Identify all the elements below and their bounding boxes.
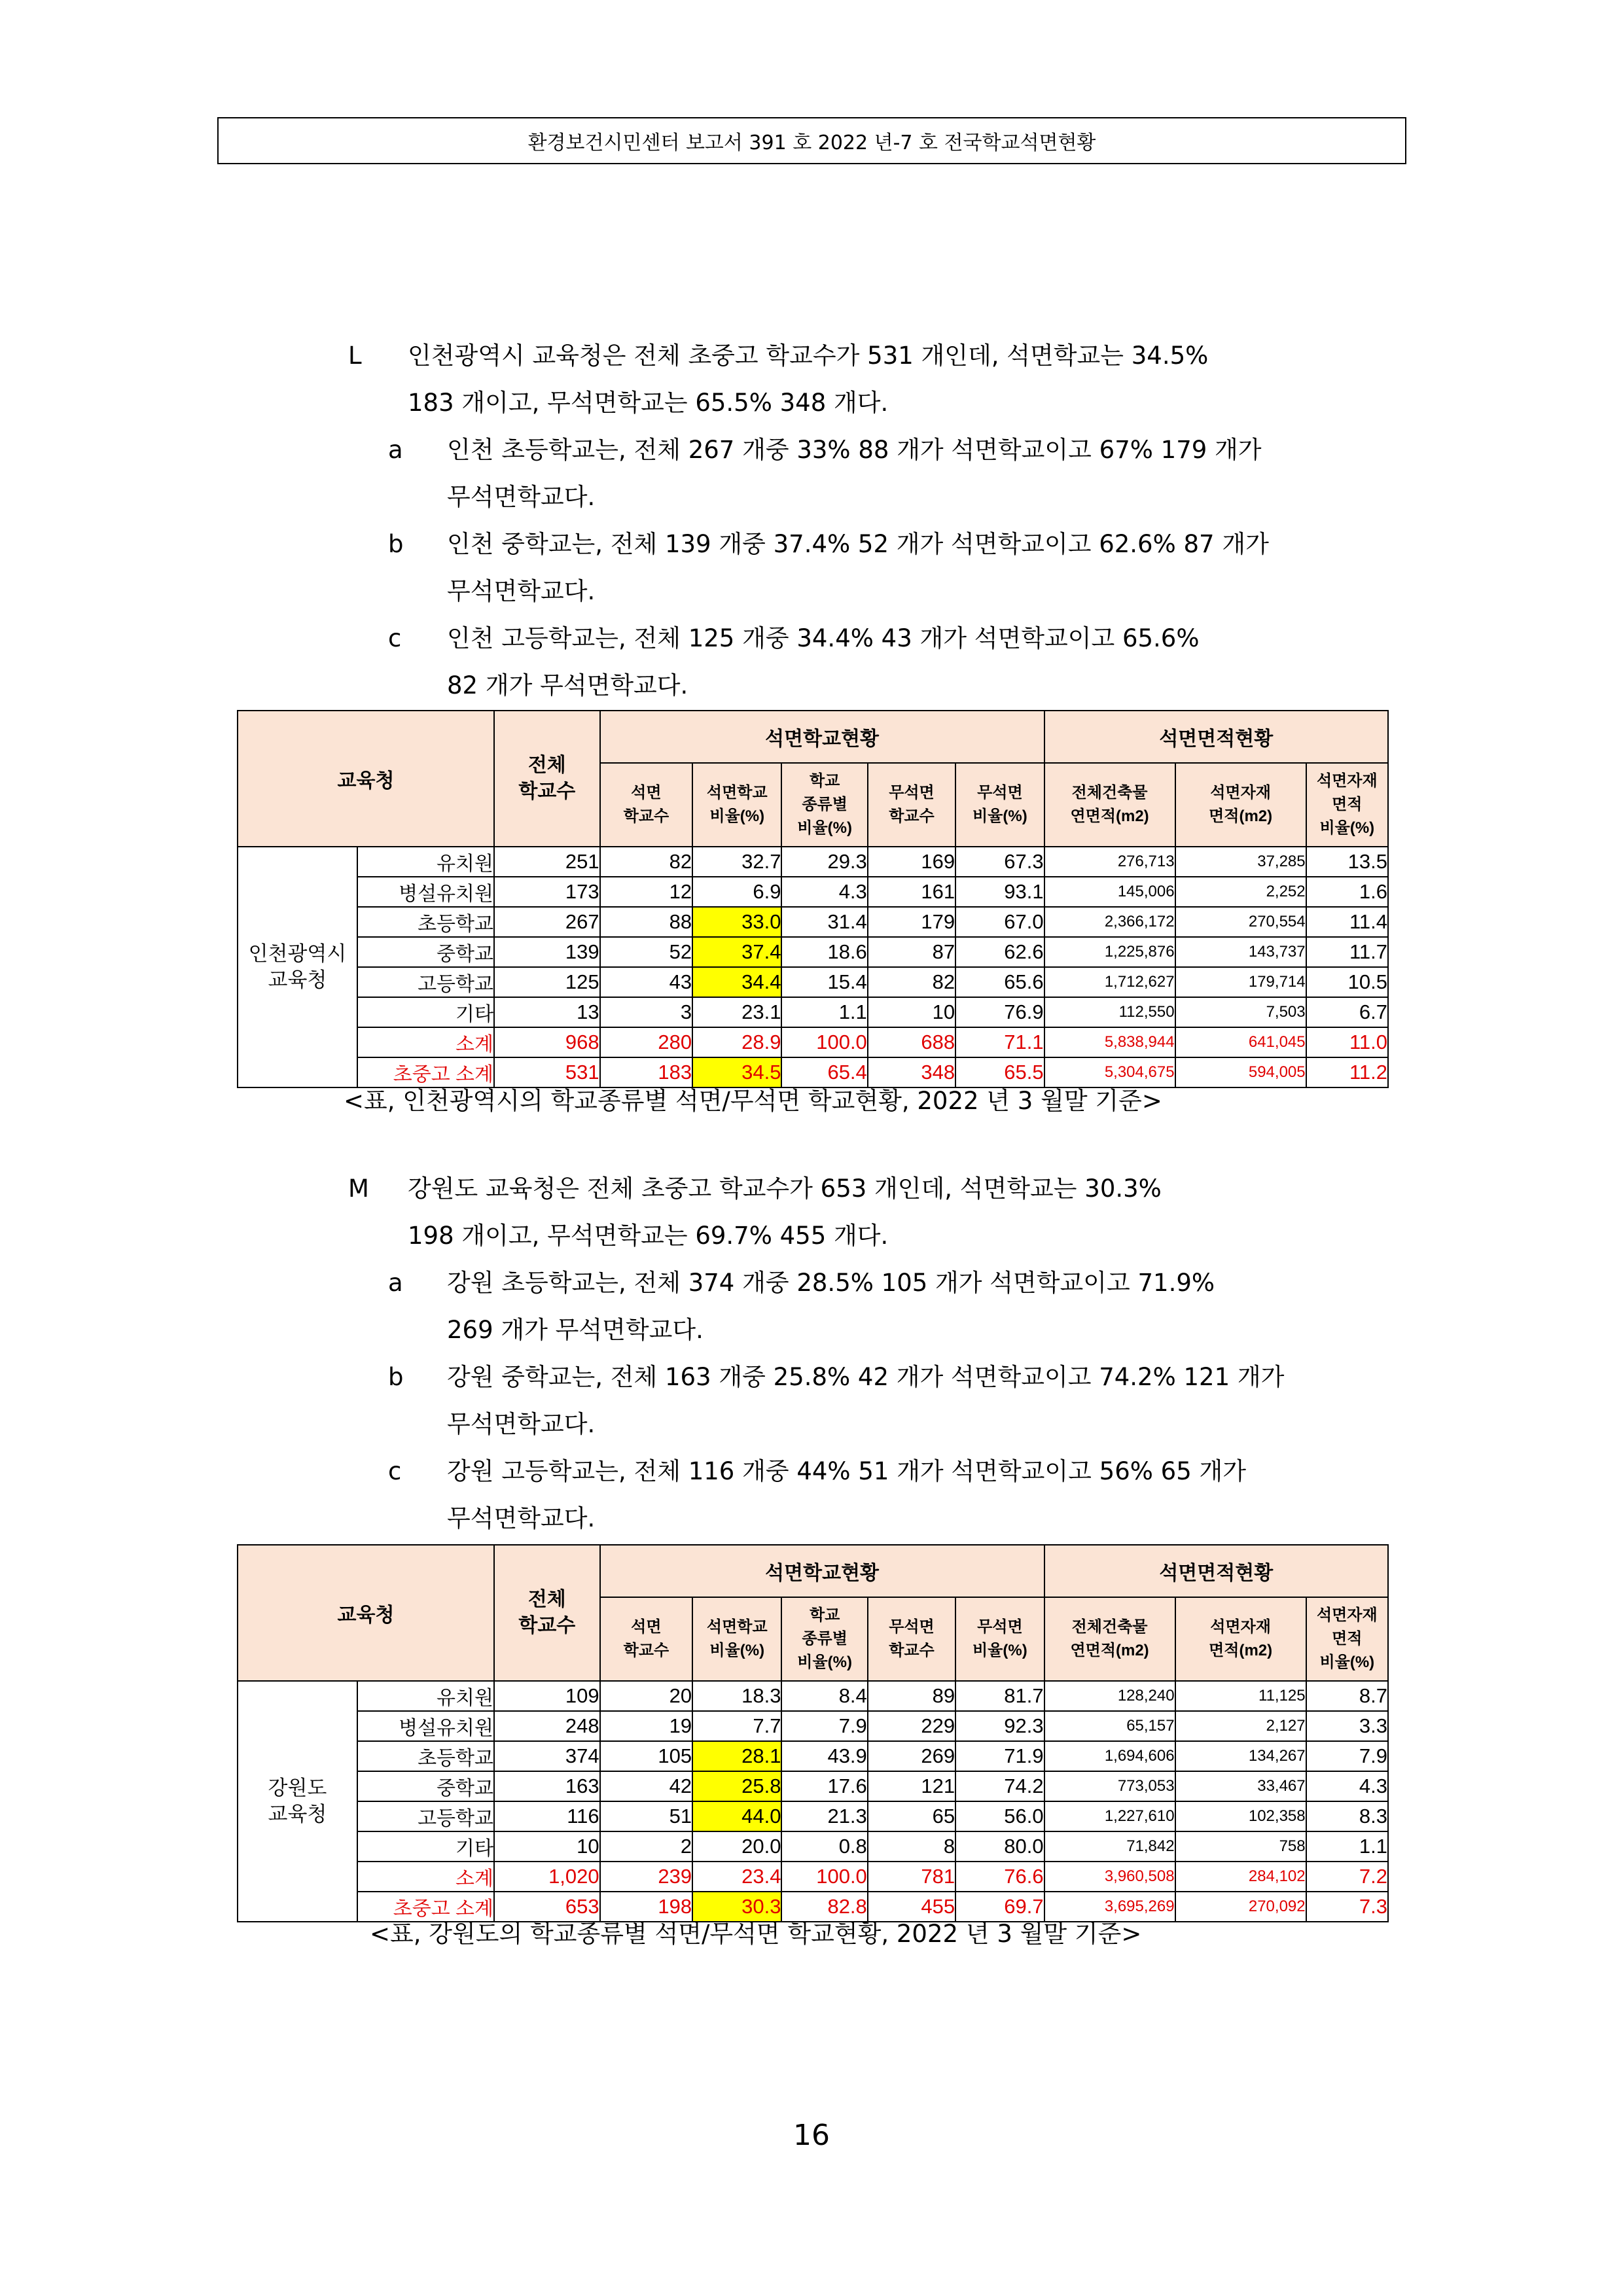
nonasb-count-cell: 179 <box>868 907 955 937</box>
asb-ratio-cell: 6.9 <box>692 877 781 907</box>
type-ratio-cell: 0.8 <box>781 1831 867 1862</box>
category-cell: 기타 <box>357 997 494 1027</box>
category-cell: 고등학교 <box>357 1801 494 1831</box>
nonasb-count-cell: 169 <box>868 847 955 877</box>
asb-area-ratio-cell: 1.1 <box>1306 1831 1388 1862</box>
section-m-item-c-line2: 무석면학교다. <box>447 1504 596 1532</box>
header-type-ratio: 학교 종류별 비율(%) <box>781 763 867 847</box>
type-ratio-cell: 17.6 <box>781 1771 867 1801</box>
asb-ratio-cell: 20.0 <box>692 1831 781 1862</box>
nonasb-count-cell: 688 <box>868 1027 955 1057</box>
category-cell: 초중고 소계 <box>357 1057 494 1087</box>
section-m-item-a-line2: 269 개가 무석면학교다. <box>447 1316 704 1344</box>
floor-area-cell: 773,053 <box>1044 1771 1175 1801</box>
nonasb-ratio-cell: 93.1 <box>955 877 1044 907</box>
asb-ratio-cell-highlight: 34.4 <box>692 967 781 997</box>
total-cell: 139 <box>494 937 600 967</box>
asb-area-cell: 102,358 <box>1175 1801 1306 1831</box>
header-office: 교육청 <box>238 711 494 847</box>
category-cell: 초중고 소계 <box>357 1892 494 1922</box>
page-number: 16 <box>793 2119 830 2152</box>
table-row <box>238 1831 1388 1862</box>
table-row <box>238 847 1388 877</box>
section-l-line2: 183 개이고, 무석면학교는 65.5% 348 개다. <box>408 389 889 417</box>
header-asb-area-ratio: 석면자재 면적 비율(%) <box>1306 763 1388 847</box>
total-cell: 163 <box>494 1771 600 1801</box>
table-row <box>238 1681 1388 1711</box>
floor-area-cell: 276,713 <box>1044 847 1175 877</box>
nonasb-count-cell: 348 <box>868 1057 955 1087</box>
section-l-item-b-line2: 무석면학교다. <box>447 577 596 605</box>
type-ratio-cell: 21.3 <box>781 1801 867 1831</box>
type-ratio-cell: 43.9 <box>781 1741 867 1771</box>
nonasb-count-cell: 121 <box>868 1771 955 1801</box>
header-nonasb-ratio: 무석면 비율(%) <box>955 763 1044 847</box>
header-asb-area: 석면자재 면적(m2) <box>1175 763 1306 847</box>
total-cell: 10 <box>494 1831 600 1862</box>
asb-area-ratio-cell: 6.7 <box>1306 997 1388 1027</box>
asb-area-cell: 179,714 <box>1175 967 1306 997</box>
asb-count-cell: 198 <box>600 1892 692 1922</box>
asb-count-cell: 12 <box>600 877 692 907</box>
asb-area-ratio-cell: 7.3 <box>1306 1892 1388 1922</box>
header-group-area: 석면면적현황 <box>1044 1545 1388 1597</box>
nonasb-ratio-cell: 71.9 <box>955 1741 1044 1771</box>
nonasb-ratio-cell: 67.0 <box>955 907 1044 937</box>
asb-area-cell: 284,102 <box>1175 1862 1306 1892</box>
asb-count-cell: 52 <box>600 937 692 967</box>
section-l-item-c-line2: 82 개가 무석면학교다. <box>447 671 688 699</box>
floor-area-cell: 1,225,876 <box>1044 937 1175 967</box>
section-l-item-a-line2: 무석면학교다. <box>447 483 596 511</box>
asb-area-cell: 758 <box>1175 1831 1306 1862</box>
asb-area-cell: 134,267 <box>1175 1741 1306 1771</box>
asb-count-cell: 239 <box>600 1862 692 1892</box>
asb-count-cell: 183 <box>600 1057 692 1087</box>
header-total: 전체 학교수 <box>494 1545 600 1681</box>
asb-count-cell: 280 <box>600 1027 692 1057</box>
asb-area-cell: 11,125 <box>1175 1681 1306 1711</box>
nonasb-count-cell: 269 <box>868 1741 955 1771</box>
floor-area-cell: 1,712,627 <box>1044 967 1175 997</box>
nonasb-ratio-cell: 76.9 <box>955 997 1044 1027</box>
floor-area-cell: 128,240 <box>1044 1681 1175 1711</box>
nonasb-count-cell: 229 <box>868 1711 955 1741</box>
asb-count-cell: 51 <box>600 1801 692 1831</box>
region-label: 강원도 교육청 <box>238 1681 357 1922</box>
nonasb-ratio-cell: 69.7 <box>955 1892 1044 1922</box>
floor-area-cell: 145,006 <box>1044 877 1175 907</box>
header-asb-count: 석면 학교수 <box>600 1597 692 1681</box>
header-office: 교육청 <box>238 1545 494 1681</box>
floor-area-cell: 112,550 <box>1044 997 1175 1027</box>
asb-area-cell: 270,554 <box>1175 907 1306 937</box>
nonasb-count-cell: 161 <box>868 877 955 907</box>
asb-area-ratio-cell: 3.3 <box>1306 1711 1388 1741</box>
section-m-item-c-marker: c <box>388 1457 402 1485</box>
header-asb-area-ratio: 석면자재 면적 비율(%) <box>1306 1597 1388 1681</box>
asb-area-cell: 143,737 <box>1175 937 1306 967</box>
asb-ratio-cell: 32.7 <box>692 847 781 877</box>
floor-area-cell: 3,960,508 <box>1044 1862 1175 1892</box>
category-cell: 병설유치원 <box>357 1711 494 1741</box>
asb-area-ratio-cell: 1.6 <box>1306 877 1388 907</box>
asb-area-cell: 37,285 <box>1175 847 1306 877</box>
asb-area-ratio-cell: 10.5 <box>1306 967 1388 997</box>
total-cell: 1,020 <box>494 1862 600 1892</box>
total-cell: 653 <box>494 1892 600 1922</box>
table-row-subtotal <box>238 1027 1388 1057</box>
nonasb-ratio-cell: 76.6 <box>955 1862 1044 1892</box>
type-ratio-cell: 100.0 <box>781 1862 867 1892</box>
asb-count-cell: 88 <box>600 907 692 937</box>
section-m-line2: 198 개이고, 무석면학교는 69.7% 455 개다. <box>408 1222 889 1250</box>
asb-ratio-cell: 28.9 <box>692 1027 781 1057</box>
asb-ratio-cell-highlight: 33.0 <box>692 907 781 937</box>
header-asb-ratio: 석면학교 비율(%) <box>692 1597 781 1681</box>
asb-count-cell: 3 <box>600 997 692 1027</box>
asb-area-ratio-cell: 8.7 <box>1306 1681 1388 1711</box>
total-cell: 173 <box>494 877 600 907</box>
table-row <box>238 907 1388 937</box>
nonasb-ratio-cell: 71.1 <box>955 1027 1044 1057</box>
nonasb-ratio-cell: 80.0 <box>955 1831 1044 1862</box>
category-cell: 초등학교 <box>357 907 494 937</box>
type-ratio-cell: 1.1 <box>781 997 867 1027</box>
asb-area-cell: 2,252 <box>1175 877 1306 907</box>
asb-area-ratio-cell: 8.3 <box>1306 1801 1388 1831</box>
category-cell: 중학교 <box>357 1771 494 1801</box>
type-ratio-cell: 15.4 <box>781 967 867 997</box>
category-cell: 고등학교 <box>357 967 494 997</box>
section-l-item-b-marker: b <box>388 530 404 558</box>
asb-ratio-cell: 23.1 <box>692 997 781 1027</box>
nonasb-count-cell: 455 <box>868 1892 955 1922</box>
nonasb-ratio-cell: 56.0 <box>955 1801 1044 1831</box>
type-ratio-cell: 29.3 <box>781 847 867 877</box>
total-cell: 374 <box>494 1741 600 1771</box>
section-m-item-b-line1: 강원 중학교는, 전체 163 개중 25.8% 42 개가 석면학교이고 74.2% 121 개가 <box>447 1363 1285 1391</box>
table-row <box>238 1711 1388 1741</box>
asb-area-ratio-cell: 11.0 <box>1306 1027 1388 1057</box>
floor-area-cell: 65,157 <box>1044 1711 1175 1741</box>
asb-area-ratio-cell: 11.2 <box>1306 1057 1388 1087</box>
asb-area-cell: 33,467 <box>1175 1771 1306 1801</box>
asb-area-cell: 7,503 <box>1175 997 1306 1027</box>
floor-area-cell: 1,694,606 <box>1044 1741 1175 1771</box>
floor-area-cell: 1,227,610 <box>1044 1801 1175 1831</box>
floor-area-cell: 5,838,944 <box>1044 1027 1175 1057</box>
asb-ratio-cell: 18.3 <box>692 1681 781 1711</box>
asb-area-ratio-cell: 7.2 <box>1306 1862 1388 1892</box>
asb-count-cell: 20 <box>600 1681 692 1711</box>
section-l-item-b-line1: 인천 중학교는, 전체 139 개중 37.4% 52 개가 석면학교이고 62.6% 87 개가 <box>447 530 1269 558</box>
nonasb-ratio-cell: 65.6 <box>955 967 1044 997</box>
region-label: 인천광역시 교육청 <box>238 847 357 1087</box>
total-cell: 251 <box>494 847 600 877</box>
type-ratio-cell: 4.3 <box>781 877 867 907</box>
asb-ratio-cell-highlight: 34.5 <box>692 1057 781 1087</box>
asb-area-cell: 641,045 <box>1175 1027 1306 1057</box>
category-cell: 유치원 <box>357 1681 494 1711</box>
total-cell: 13 <box>494 997 600 1027</box>
section-l-item-c-line1: 인천 고등학교는, 전체 125 개중 34.4% 43 개가 석면학교이고 65.6% <box>447 624 1200 652</box>
asb-count-cell: 42 <box>600 1771 692 1801</box>
nonasb-ratio-cell: 67.3 <box>955 847 1044 877</box>
header-nonasb-count: 무석면 학교수 <box>868 1597 955 1681</box>
header-group-schools: 석면학교현황 <box>600 1545 1044 1597</box>
asb-area-ratio-cell: 11.7 <box>1306 937 1388 967</box>
asb-ratio-cell-highlight: 44.0 <box>692 1801 781 1831</box>
nonasb-count-cell: 87 <box>868 937 955 967</box>
asb-area-ratio-cell: 7.9 <box>1306 1741 1388 1771</box>
nonasb-ratio-cell: 62.6 <box>955 937 1044 967</box>
section-m-item-b-marker: b <box>388 1363 404 1391</box>
table-row <box>238 1801 1388 1831</box>
header-nonasb-ratio: 무석면 비율(%) <box>955 1597 1044 1681</box>
section-m-item-b-line2: 무석면학교다. <box>447 1410 596 1438</box>
section-l-item-a-line1: 인천 초등학교는, 전체 267 개중 33% 88 개가 석면학교이고 67% 179 개가 <box>447 436 1262 464</box>
nonasb-count-cell: 89 <box>868 1681 955 1711</box>
nonasb-count-cell: 8 <box>868 1831 955 1862</box>
asb-count-cell: 19 <box>600 1711 692 1741</box>
asb-area-cell: 2,127 <box>1175 1711 1306 1741</box>
type-ratio-cell: 7.9 <box>781 1711 867 1741</box>
floor-area-cell: 5,304,675 <box>1044 1057 1175 1087</box>
asb-ratio-cell-highlight: 28.1 <box>692 1741 781 1771</box>
floor-area-cell: 3,695,269 <box>1044 1892 1175 1922</box>
table-row <box>238 877 1388 907</box>
asb-area-cell: 594,005 <box>1175 1057 1306 1087</box>
nonasb-count-cell: 10 <box>868 997 955 1027</box>
table-row <box>238 997 1388 1027</box>
type-ratio-cell: 8.4 <box>781 1681 867 1711</box>
nonasb-ratio-cell: 74.2 <box>955 1771 1044 1801</box>
asb-ratio-cell-highlight: 30.3 <box>692 1892 781 1922</box>
table-row <box>238 1741 1388 1771</box>
nonasb-ratio-cell: 65.5 <box>955 1057 1044 1087</box>
category-cell: 소계 <box>357 1027 494 1057</box>
header-total: 전체 학교수 <box>494 711 600 847</box>
section-m-line1: 강원도 교육청은 전체 초중고 학교수가 653 개인데, 석면학교는 30.3% <box>408 1174 1162 1203</box>
table-l-caption: <표, 인천광역시의 학교종류별 석면/무석면 학교현황, 2022 년 3 월말 기준> <box>344 1087 1162 1115</box>
category-cell: 중학교 <box>357 937 494 967</box>
category-cell: 유치원 <box>357 847 494 877</box>
section-m-item-a-marker: a <box>388 1269 403 1297</box>
asb-ratio-cell-highlight: 37.4 <box>692 937 781 967</box>
asb-ratio-cell-highlight: 25.8 <box>692 1771 781 1801</box>
asb-area-cell: 270,092 <box>1175 1892 1306 1922</box>
header-asb-area: 석면자재 면적(m2) <box>1175 1597 1306 1681</box>
floor-area-cell: 2,366,172 <box>1044 907 1175 937</box>
asb-count-cell: 2 <box>600 1831 692 1862</box>
asb-area-ratio-cell: 11.4 <box>1306 907 1388 937</box>
report-header <box>217 117 1406 164</box>
section-l-item-c-marker: c <box>388 624 402 652</box>
report-header-title: 환경보건시민센터 보고서 391 호 2022 년-7 호 전국학교석면현황 <box>527 132 1096 154</box>
asb-area-ratio-cell: 13.5 <box>1306 847 1388 877</box>
incheon-asbestos-table <box>237 710 1389 1088</box>
category-cell: 기타 <box>357 1831 494 1862</box>
table-row <box>238 1771 1388 1801</box>
total-cell: 531 <box>494 1057 600 1087</box>
header-type-ratio: 학교 종류별 비율(%) <box>781 1597 867 1681</box>
asb-ratio-cell: 23.4 <box>692 1862 781 1892</box>
nonasb-ratio-cell: 81.7 <box>955 1681 1044 1711</box>
asb-ratio-cell: 7.7 <box>692 1711 781 1741</box>
asb-area-ratio-cell: 4.3 <box>1306 1771 1388 1801</box>
category-cell: 소계 <box>357 1862 494 1892</box>
section-m-item-a-line1: 강원 초등학교는, 전체 374 개중 28.5% 105 개가 석면학교이고 71.9% <box>447 1269 1215 1297</box>
floor-area-cell: 71,842 <box>1044 1831 1175 1862</box>
header-asb-count: 석면 학교수 <box>600 763 692 847</box>
header-floor-area: 전체건축물 연면적(m2) <box>1044 1597 1175 1681</box>
type-ratio-cell: 31.4 <box>781 907 867 937</box>
asb-count-cell: 82 <box>600 847 692 877</box>
header-asb-ratio: 석면학교 비율(%) <box>692 763 781 847</box>
nonasb-count-cell: 82 <box>868 967 955 997</box>
total-cell: 968 <box>494 1027 600 1057</box>
section-l-item-a-marker: a <box>388 436 403 464</box>
type-ratio-cell: 65.4 <box>781 1057 867 1087</box>
header-floor-area: 전체건축물 연면적(m2) <box>1044 763 1175 847</box>
nonasb-count-cell: 65 <box>868 1801 955 1831</box>
type-ratio-cell: 100.0 <box>781 1027 867 1057</box>
table-row-subtotal <box>238 1862 1388 1892</box>
header-group-schools: 석면학교현황 <box>600 711 1044 763</box>
total-cell: 116 <box>494 1801 600 1831</box>
nonasb-ratio-cell: 92.3 <box>955 1711 1044 1741</box>
table-row <box>238 937 1388 967</box>
section-m-item-c-line1: 강원 고등학교는, 전체 116 개중 44% 51 개가 석면학교이고 56% 65 개가 <box>447 1457 1246 1485</box>
table-m-caption: <표, 강원도의 학교종류별 석면/무석면 학교현황, 2022 년 3 월말 기준> <box>370 1920 1142 1948</box>
header-group-area: 석면면적현황 <box>1044 711 1388 763</box>
total-cell: 248 <box>494 1711 600 1741</box>
header-nonasb-count: 무석면 학교수 <box>868 763 955 847</box>
gangwon-asbestos-table <box>237 1544 1389 1922</box>
table-row <box>238 967 1388 997</box>
asb-count-cell: 43 <box>600 967 692 997</box>
type-ratio-cell: 18.6 <box>781 937 867 967</box>
section-m-marker: M <box>348 1174 369 1203</box>
total-cell: 109 <box>494 1681 600 1711</box>
section-l-line1: 인천광역시 교육청은 전체 초중고 학교수가 531 개인데, 석면학교는 34.5% <box>408 342 1209 370</box>
total-cell: 267 <box>494 907 600 937</box>
category-cell: 병설유치원 <box>357 877 494 907</box>
asb-count-cell: 105 <box>600 1741 692 1771</box>
total-cell: 125 <box>494 967 600 997</box>
category-cell: 초등학교 <box>357 1741 494 1771</box>
nonasb-count-cell: 781 <box>868 1862 955 1892</box>
type-ratio-cell: 82.8 <box>781 1892 867 1922</box>
section-l-marker: L <box>348 342 362 370</box>
